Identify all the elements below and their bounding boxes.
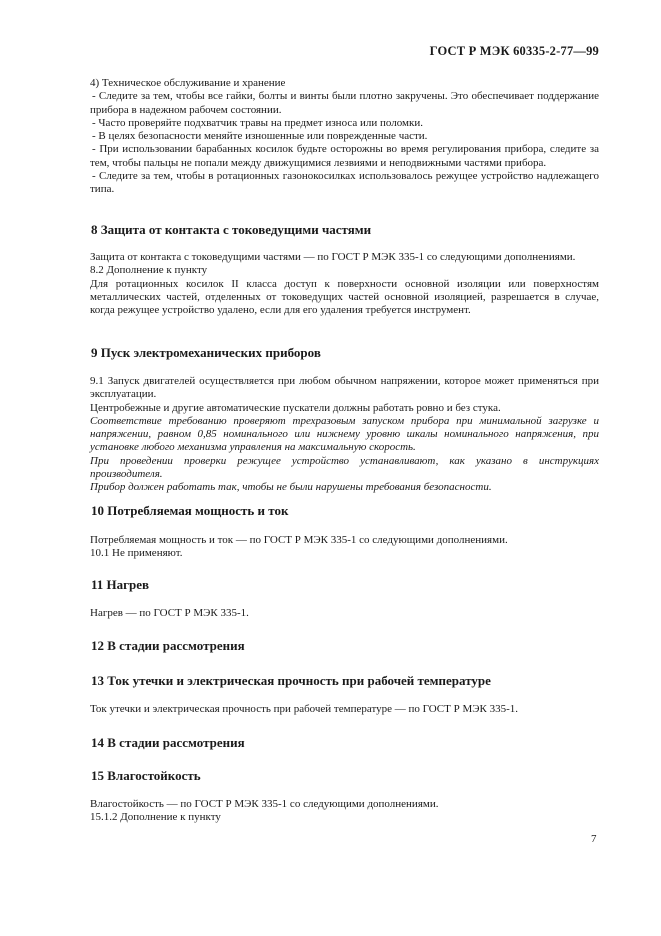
section-15-clause: 15.1.2 Дополнение к пункту xyxy=(90,811,221,824)
section-9-p5: Прибор должен работать так, чтобы не были нарушены требования безопасности. xyxy=(90,481,492,494)
maintenance-item: - Часто проверяйте подхватчик травы на предмет износа или поломки. xyxy=(92,116,423,129)
section-15-body xyxy=(90,798,599,825)
section-11-heading: 11 Нагрев xyxy=(91,577,150,592)
section-9-p2: Центробежные и другие автоматические пускатели должны работать ровно и без стука. xyxy=(90,401,501,414)
section-8-body xyxy=(90,251,599,317)
maintenance-title: 4) Техническое обслуживание и хранение xyxy=(90,77,286,89)
page-number: 7 xyxy=(591,833,597,845)
section-9-p3: Соответствие требованию проверяют трехразовым запуском прибора при минимальной загрузке и напряжении, равном 0,85 номинального или нижнему уровню шкалы номинального напряжения, при установке любого механизма управления на максимальную скорость. xyxy=(90,414,599,454)
section-10-heading: 10 Потребляемая мощность и ток xyxy=(91,503,289,518)
section-10-text: Потребляемая мощность и ток — по ГОСТ Р МЭК 335-1 со следующими дополнениями. xyxy=(90,534,508,546)
maintenance-block xyxy=(90,77,599,197)
section-9-body xyxy=(90,375,599,495)
section-8-clause: 8.2 Дополнение к пункту xyxy=(90,264,208,277)
section-8-text: Защита от контакта с токоведущими частями — по ГОСТ Р МЭК 335-1 со следующими дополнениями. xyxy=(90,251,576,263)
section-12-heading: 12 В стадии рассмотрения xyxy=(91,638,245,653)
maintenance-item: - Следите за тем, чтобы все гайки, болты и винты были плотно закручены. Это обеспечивает поддержание прибора в надежном рабочем состоянии. xyxy=(90,90,599,116)
section-9-heading: 9 Пуск электромеханических приборов xyxy=(91,345,321,360)
section-11-text: Нагрев — по ГОСТ Р МЭК 335-1. xyxy=(90,607,249,619)
section-8-heading: 8 Защита от контакта с токоведущими частями xyxy=(91,222,372,237)
maintenance-item: - При использовании барабанных косилок будьте осторожны во время регулирования прибора, следите за тем, чтобы пальцы не попали между движущимися лезвиями и неподвижными частями прибора. xyxy=(90,143,599,169)
maintenance-item: - Следите за тем, чтобы в ротационных газонокосилках использовалось режущее устройство надлежащего типа. xyxy=(90,170,599,196)
section-13-heading: 13 Ток утечки и электрическая прочность при рабочей температуре xyxy=(91,673,491,688)
section-13-body xyxy=(90,703,599,716)
section-8-clause-text: Для ротационных косилок II класса доступ к поверхности основной изоляции или поверхностям металлических частей, отделенных от токоведущих частей основной изоляцией, разрешается в случае, когда режущее устройство удалено, если для его удаления требуется инструмент. xyxy=(90,277,599,317)
section-10-clause: 10.1 Не применяют. xyxy=(90,547,183,560)
section-10-body xyxy=(90,534,599,561)
section-14-heading: 14 В стадии рассмотрения xyxy=(91,735,245,750)
maintenance-item: - В целях безопасности меняйте изношенные или поврежденные части. xyxy=(92,130,428,143)
document-code-header: ГОСТ Р МЭК 60335-2-77—99 xyxy=(429,44,599,58)
section-9-p1: 9.1 Запуск двигателей осуществляется при любом обычном напряжении, которое может применяться при эксплуатации. xyxy=(90,375,599,401)
section-9-p4: При проведении проверки режущее устройство устанавливают, как указано в инструкциях производителя. xyxy=(90,454,599,481)
section-11-body xyxy=(90,607,599,620)
section-15-heading: 15 Влагостойкость xyxy=(91,768,201,783)
section-13-text: Ток утечки и электрическая прочность при рабочей температуре — по ГОСТ Р МЭК 335-1. xyxy=(90,703,519,715)
section-15-text: Влагостойкость — по ГОСТ Р МЭК 335-1 со следующими дополнениями. xyxy=(90,798,439,810)
